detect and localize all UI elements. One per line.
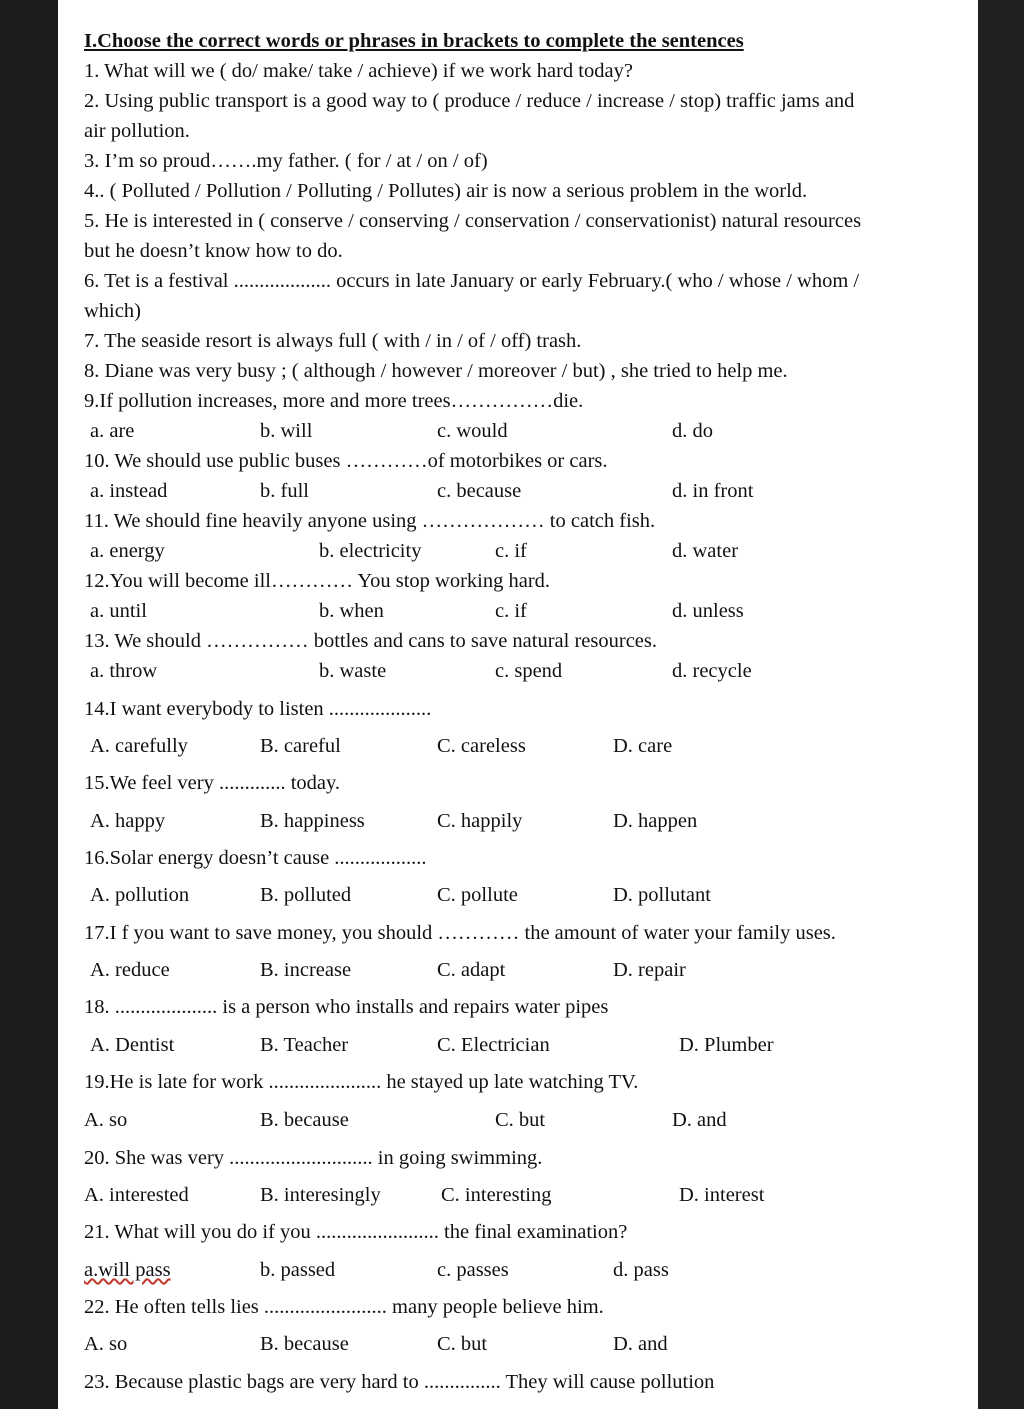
option-d: D. Plumber: [679, 1034, 774, 1056]
option-d: D. happen: [613, 810, 698, 832]
worksheet-page: [58, 0, 978, 1409]
option-b: b. waste: [319, 660, 387, 682]
option-c: C. happily: [437, 810, 523, 832]
sentence-5: 5. He is interested in ( conserve / conserving / conservation / conservationist) natural resources: [84, 210, 862, 232]
option-b: B. increase: [260, 959, 352, 981]
option-c: c. passes: [437, 1259, 509, 1281]
question-9: 9.If pollution increases, more and more trees……………die.: [84, 390, 584, 412]
option-d: d. pass: [613, 1259, 669, 1281]
option-a: a. energy: [90, 540, 165, 562]
question-20: 20. She was very ............................ in going swimming.: [84, 1147, 543, 1169]
sentence-5-cont: but he doesn’t know how to do.: [84, 240, 343, 262]
option-d: d. water: [672, 540, 739, 562]
photo-border-right: [978, 0, 1024, 1409]
option-a: A. interested: [84, 1184, 189, 1206]
question-12: 12.You will become ill………… You stop working hard.: [84, 570, 551, 592]
section-heading: I.Choose the correct words or phrases in brackets to complete the sentences: [84, 30, 744, 52]
option-b: b. full: [260, 480, 309, 502]
sentence-3: 3. I’m so proud…….my father. ( for / at / on / of): [84, 150, 488, 172]
option-c: C. interesting: [441, 1184, 552, 1206]
option-c: c. spend: [495, 660, 563, 682]
option-d: D. and: [672, 1109, 727, 1131]
option-a-text: a.will pass: [84, 1259, 171, 1281]
question-17: 17.I f you want to save money, you should ………… the amount of water your family uses.: [84, 922, 836, 944]
photo-border-left: [0, 0, 58, 1409]
question-15: 15.We feel very ............. today.: [84, 772, 341, 794]
question-19: 19.He is late for work ...................... he stayed up late watching TV.: [84, 1071, 639, 1093]
option-d: D. and: [613, 1333, 668, 1355]
option-a: A. pollution: [90, 884, 190, 906]
sentence-6-cont: which): [84, 300, 141, 322]
option-c: c. if: [495, 540, 527, 562]
option-d: D. interest: [679, 1184, 765, 1206]
option-b: B. interesingly: [260, 1184, 381, 1206]
option-d: d. do: [672, 420, 713, 442]
question-23: 23. Because plastic bags are very hard to ............... They will cause pollution: [84, 1371, 715, 1393]
sentence-2: 2. Using public transport is a good way to ( produce / reduce / increase / stop) traffic jams and: [84, 90, 855, 112]
question-18: 18. .................... is a person who installs and repairs water pipes: [84, 996, 609, 1018]
option-d: d. unless: [672, 600, 744, 622]
option-d: D. pollutant: [613, 884, 711, 906]
option-c: c. because: [437, 480, 522, 502]
option-b: B. because: [260, 1333, 349, 1355]
option-d: D. care: [613, 735, 673, 757]
question-10: 10. We should use public buses …………of motorbikes or cars.: [84, 450, 608, 472]
option-d: d. in front: [672, 480, 754, 502]
option-a: [84, 1258, 171, 1282]
sentence-6: 6. Tet is a festival ................... occurs in late January or early February.( who / whose / whom /: [84, 270, 860, 292]
option-d: d. recycle: [672, 660, 752, 682]
option-a: A. so: [84, 1109, 128, 1131]
option-b: B. Teacher: [260, 1034, 349, 1056]
sentence-7: 7. The seaside resort is always full ( with / in / of / off) trash.: [84, 330, 582, 352]
option-d: D. repair: [613, 959, 686, 981]
option-b: b. electricity: [319, 540, 422, 562]
option-b: B. polluted: [260, 884, 352, 906]
question-14: 14.I want everybody to listen ....................: [84, 698, 432, 720]
option-a: a. are: [90, 420, 135, 442]
question-21: 21. What will you do if you ........................ the final examination?: [84, 1221, 628, 1243]
option-b: B. careful: [260, 735, 341, 757]
option-a: a. instead: [90, 480, 168, 502]
option-c: C. but: [495, 1109, 546, 1131]
option-c: C. but: [437, 1333, 488, 1355]
option-a: a. throw: [90, 660, 158, 682]
option-c: C. adapt: [437, 959, 506, 981]
option-a: A. so: [84, 1333, 128, 1355]
option-a: A. happy: [90, 810, 166, 832]
question-22: 22. He often tells lies ........................ many people believe him.: [84, 1296, 604, 1318]
option-c: C. Electrician: [437, 1034, 550, 1056]
option-c: C. careless: [437, 735, 526, 757]
option-c: c. if: [495, 600, 527, 622]
sentence-1: 1. What will we ( do/ make/ take / achieve) if we work hard today?: [84, 60, 633, 82]
option-b: B. because: [260, 1109, 349, 1131]
option-a: A. Dentist: [90, 1034, 175, 1056]
question-16: 16.Solar energy doesn’t cause ..................: [84, 847, 427, 869]
question-13: 13. We should …………… bottles and cans to save natural resources.: [84, 630, 657, 652]
sentence-8: 8. Diane was very busy ; ( although / however / moreover / but) , she tried to help me.: [84, 360, 788, 382]
option-c: c. would: [437, 420, 508, 442]
option-b: b. when: [319, 600, 384, 622]
sentence-4: 4.. ( Polluted / Pollution / Polluting / Pollutes) air is now a serious problem in the world.: [84, 180, 808, 202]
option-b: b. passed: [260, 1259, 336, 1281]
sentence-2-cont: air pollution.: [84, 120, 190, 142]
option-a: A. carefully: [90, 735, 188, 757]
option-b: B. happiness: [260, 810, 365, 832]
option-b: b. will: [260, 420, 313, 442]
option-c: C. pollute: [437, 884, 518, 906]
option-a: a. until: [90, 600, 147, 622]
question-11: 11. We should fine heavily anyone using ……………… to catch fish.: [84, 510, 656, 532]
option-a: A. reduce: [90, 959, 170, 981]
